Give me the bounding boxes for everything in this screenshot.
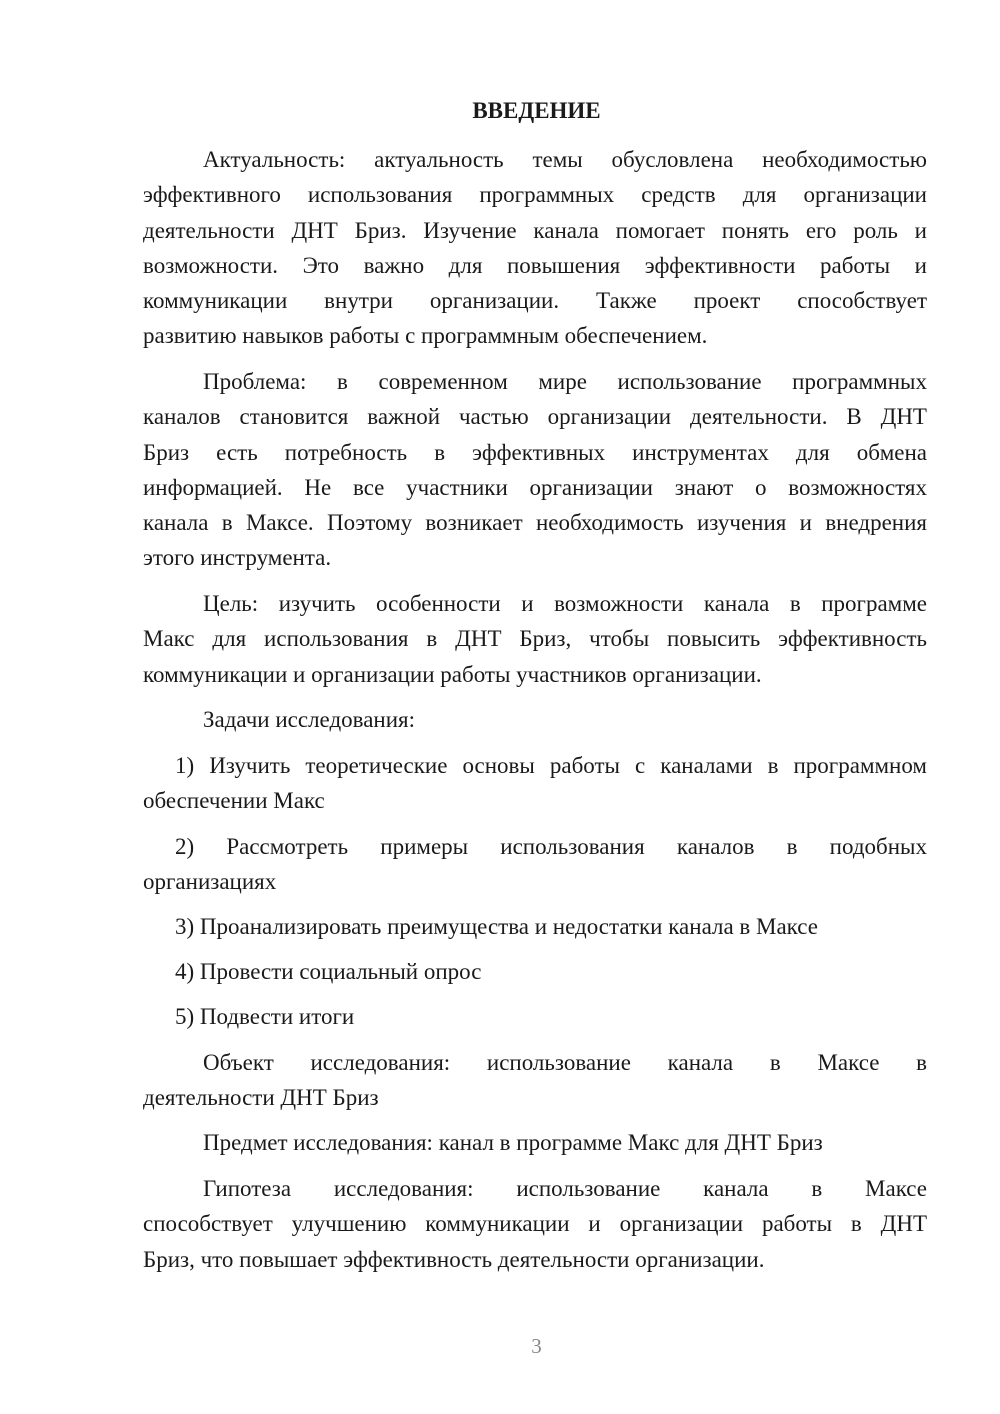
text-line: Проблема: в современном мире использование программных — [203, 369, 927, 394]
problem-paragraph — [143, 364, 927, 576]
text-line: способствует улучшению коммуникации и организации работы в ДНТ — [143, 1211, 927, 1237]
text-line: Актуальность: актуальность темы обусловлена необходимостью — [203, 147, 927, 172]
text-line: 5) Подвести итоги — [175, 1004, 355, 1029]
relevance-paragraph — [143, 142, 927, 354]
text-line: развитию навыков работы с программным обеспечением. — [143, 323, 708, 349]
goal-paragraph — [143, 586, 927, 692]
text-line: деятельности ДНТ Бриз. Изучение канала помогает понять его роль и — [143, 217, 927, 243]
text-line: Объект исследования: использование канала в Максе в — [203, 1050, 927, 1075]
text-line: 4) Провести социальный опрос — [175, 959, 482, 984]
text-line: Бриз есть потребность в эффективных инструментах для обмена — [143, 439, 927, 465]
text-line: Макс для использования в ДНТ Бриз, чтобы повысить эффективность — [143, 626, 927, 652]
text-line: возможности. Это важно для повышения эффективности работы и — [143, 252, 927, 278]
text-line: обеспечении Макс — [143, 788, 325, 814]
hypothesis-paragraph — [143, 1171, 927, 1277]
text-line: информацией. Не все участники организации знают о возможностях — [143, 474, 927, 500]
text-line: Предмет исследования: канал в программе Макс для ДНТ Бриз — [203, 1130, 823, 1155]
task-item-1 — [143, 748, 927, 819]
text-line: коммуникации внутри организации. Также проект способствует — [143, 288, 927, 314]
tasks-heading — [143, 702, 927, 737]
text-line: Цель: изучить особенности и возможности канала в программе — [203, 591, 927, 616]
page-title: ВВЕДЕНИЕ — [472, 98, 601, 123]
text-line: коммуникации и организации работы участников организации. — [143, 661, 762, 687]
subject-paragraph — [143, 1125, 927, 1160]
text-line: каналов становится важной частью организации деятельности. В ДНТ — [143, 404, 927, 430]
task-item-4 — [143, 954, 927, 989]
page-number: 3 — [531, 1334, 542, 1358]
object-paragraph — [143, 1045, 927, 1116]
task-item-2 — [143, 829, 927, 900]
text-line: 2) Рассмотреть примеры использования каналов в подобных — [175, 834, 927, 859]
text-line: 1) Изучить теоретические основы работы с каналами в программном — [175, 753, 927, 778]
text-line: Бриз, что повышает эффективность деятельности организации. — [143, 1246, 765, 1272]
text-line: Задачи исследования: — [203, 707, 416, 732]
text-line: организациях — [143, 869, 277, 895]
text-line: этого инструмента. — [143, 545, 332, 571]
text-line: деятельности ДНТ Бриз — [143, 1085, 379, 1111]
text-line: канала в Максе. Поэтому возникает необходимость изучения и внедрения — [143, 510, 927, 536]
text-line: 3) Проанализировать преимущества и недостатки канала в Максе — [175, 914, 818, 939]
text-line: Гипотеза исследования: использование канала в Максе — [203, 1176, 927, 1201]
task-item-5 — [143, 999, 927, 1034]
text-line: эффективного использования программных средств для организации — [143, 182, 927, 208]
task-item-3 — [143, 909, 927, 944]
